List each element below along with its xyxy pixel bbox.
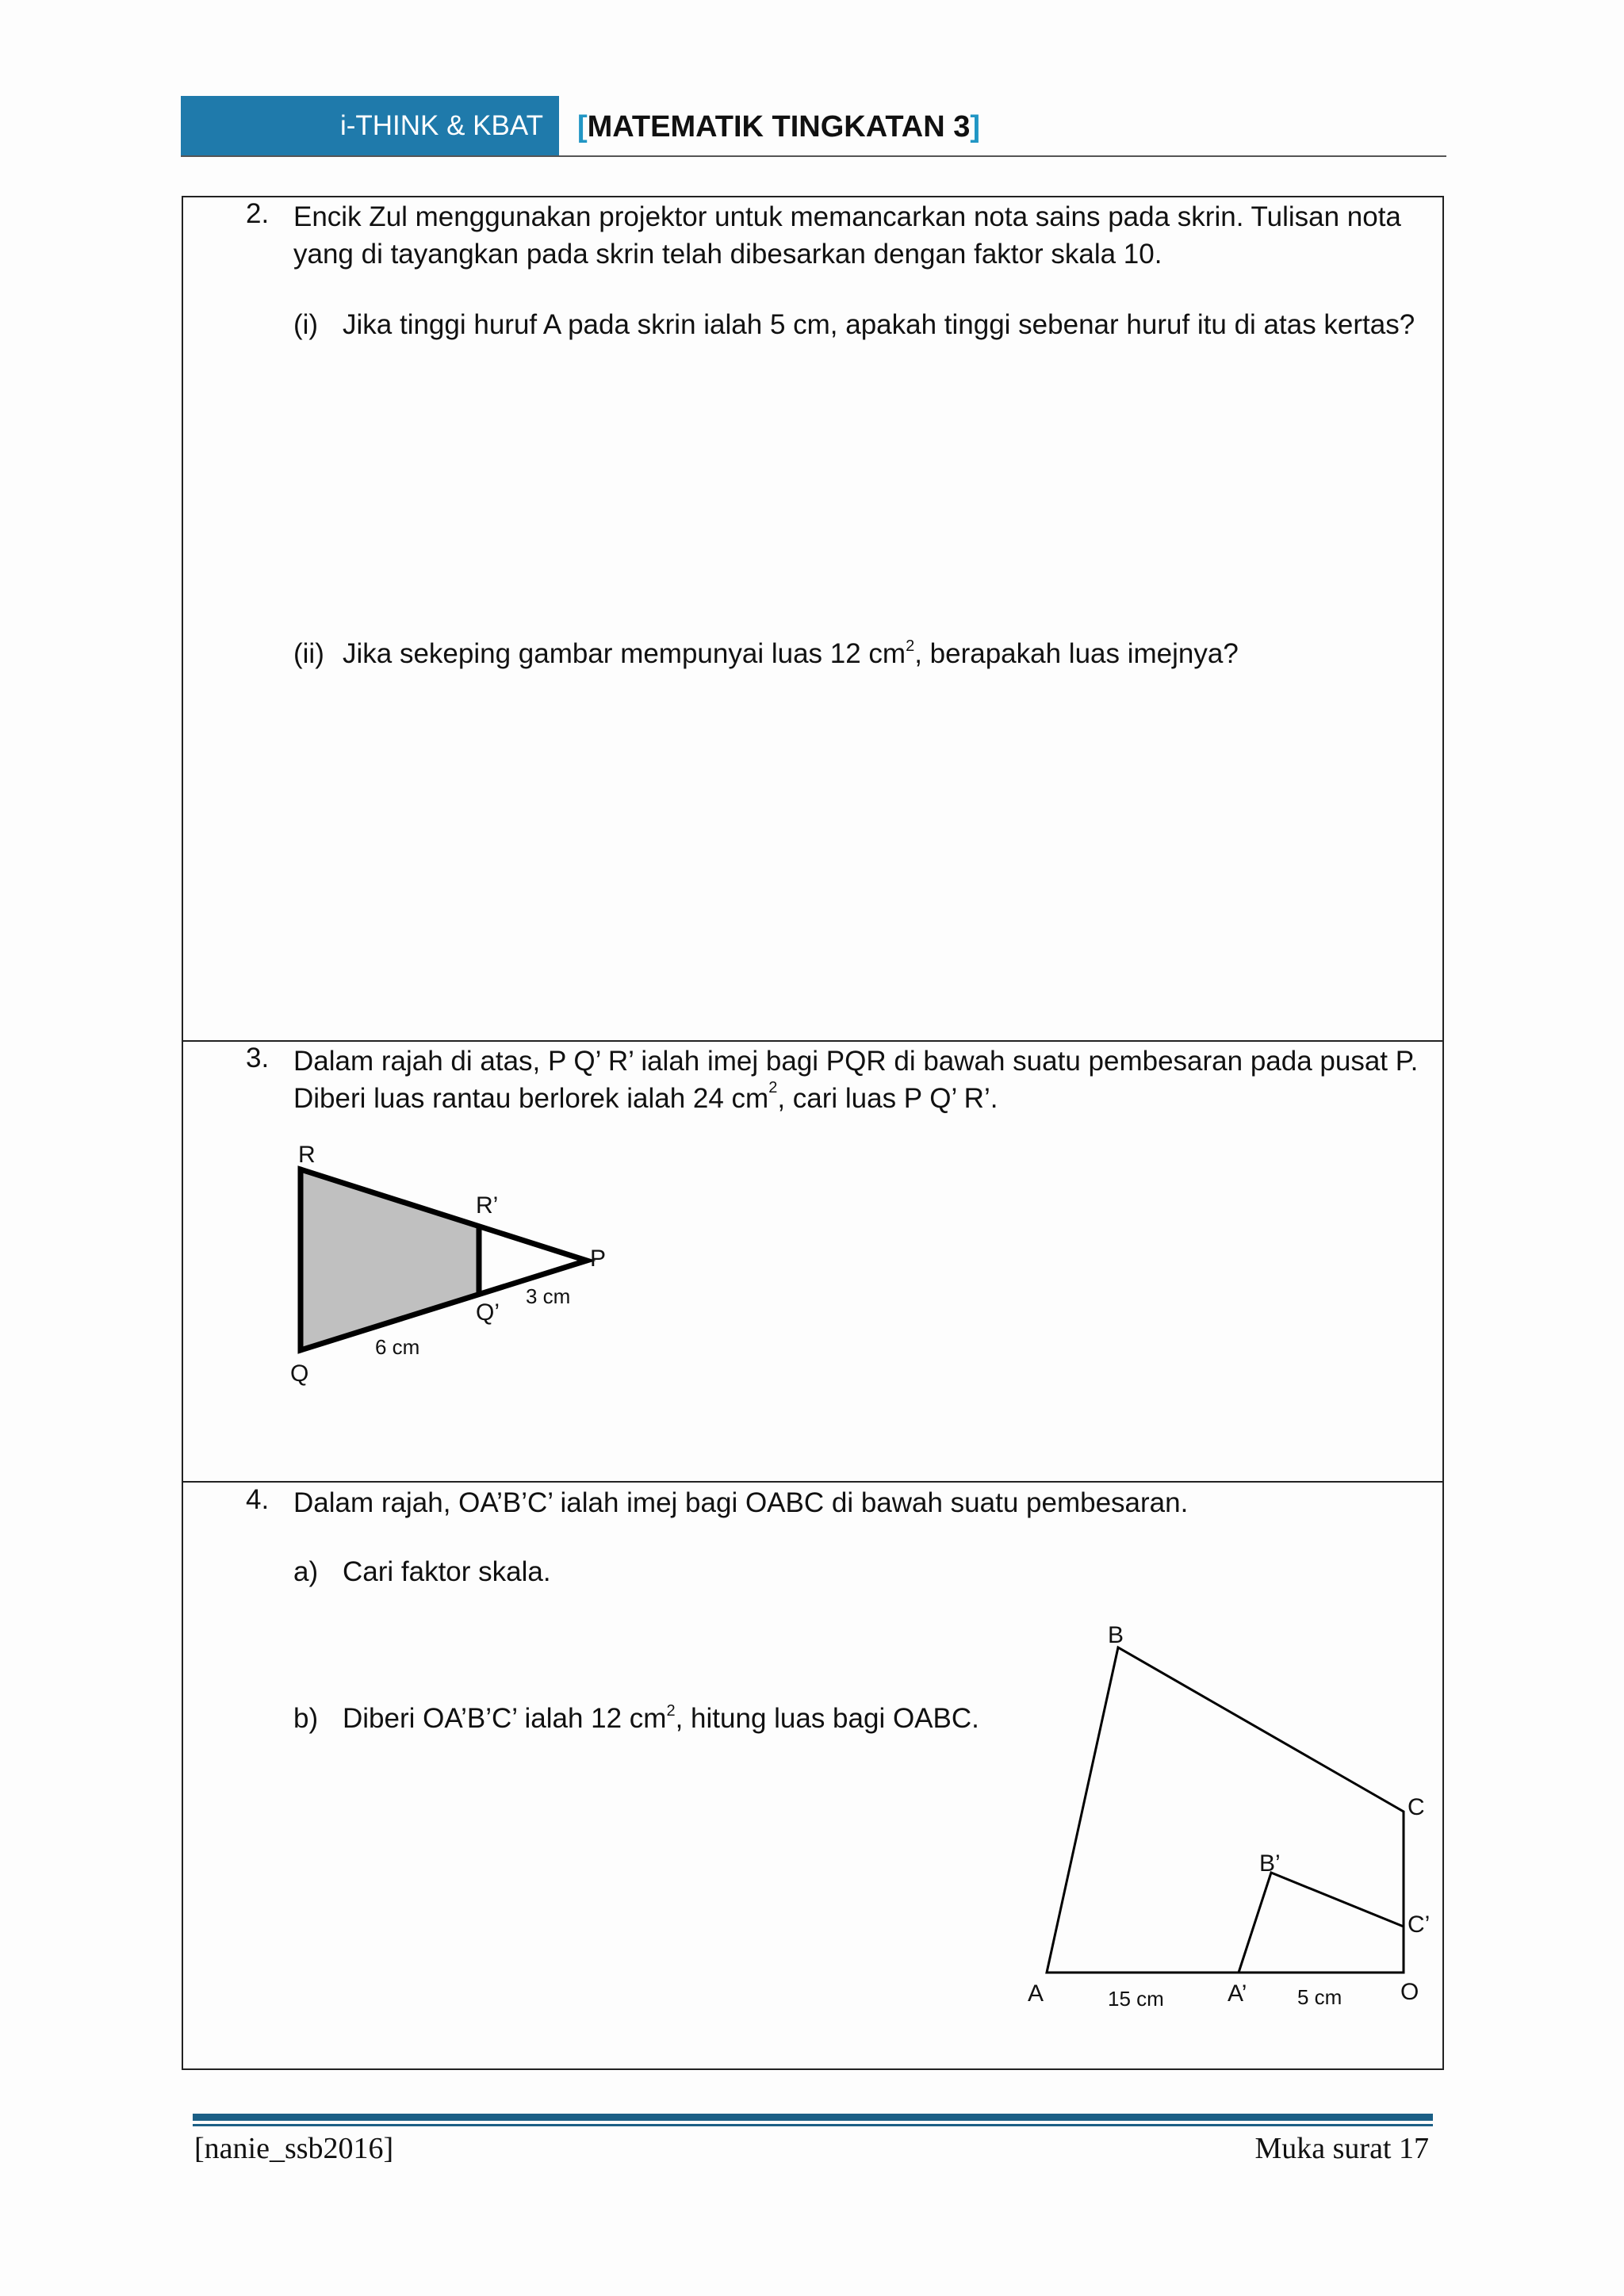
header-tab-label: i-THINK & KBAT xyxy=(339,109,543,141)
q3-length-small: 3 cm xyxy=(526,1284,571,1308)
q4-quad-oabc xyxy=(1047,1647,1404,1973)
footer-author: [nanie_ssb2016] xyxy=(194,2132,394,2165)
q2-part-ii-text-b: , berapakah luas imejnya? xyxy=(914,638,1239,669)
q2-line2: yang di tayangkan pada skrin telah dibesarkan dengan faktor skala 10. xyxy=(293,239,1162,270)
q4-length-a-prime-o: 5 cm xyxy=(1297,1985,1342,2009)
q3-label-q: Q xyxy=(290,1360,309,1387)
q2-number: 2. xyxy=(246,198,270,229)
q4-line1: Dalam rajah, OA’B’C’ ialah imej bagi OABC di bawah suatu pembesaran. xyxy=(293,1487,1189,1518)
title-bracket-open: [ xyxy=(577,110,588,144)
q4-label-b-prime: B’ xyxy=(1259,1850,1281,1877)
q4-part-b-text-a: Diberi OA’B’C’ ialah 12 cm xyxy=(343,1703,667,1734)
title-bracket-close: ] xyxy=(970,110,980,144)
q3-label-r-prime: R’ xyxy=(476,1192,499,1219)
q2-part-i-label: (i) xyxy=(293,309,319,340)
q3-label-p: P xyxy=(590,1246,607,1272)
q4-label-o: O xyxy=(1400,1979,1419,2005)
q2-line1: Encik Zul menggunakan projektor untuk memancarkan nota sains pada skrin. Tulisan nota xyxy=(293,201,1401,232)
q3-label-r: R xyxy=(298,1142,316,1168)
footer-page-number: Muka surat 17 xyxy=(1254,2132,1429,2165)
q3-number: 3. xyxy=(246,1043,270,1073)
q3-line1: Dalam rajah di atas, P Q’ R’ ialah imej bagi PQR di bawah suatu pembesaran pada pusat P. xyxy=(293,1046,1419,1077)
q4-length-a-a-prime: 15 cm xyxy=(1108,1987,1164,2011)
footer-rule-thin xyxy=(193,2124,1433,2126)
q4-number: 4. xyxy=(246,1484,270,1515)
q4-label-c: C xyxy=(1408,1794,1425,1820)
q4-label-a: A xyxy=(1028,1980,1044,2007)
q4-part-b-text-b: , hitung luas bagi OABC. xyxy=(675,1703,979,1734)
q3-line2-sup: 2 xyxy=(768,1079,778,1096)
footer-rule-thick xyxy=(193,2114,1433,2121)
q3-label-q-prime: Q’ xyxy=(476,1299,500,1326)
q4-part-b-label: b) xyxy=(293,1703,319,1734)
q2-part-ii-label: (ii) xyxy=(293,638,324,669)
q2-part-ii-sup: 2 xyxy=(906,637,915,655)
q4-label-a-prime: A’ xyxy=(1228,1980,1247,2007)
title-text: MATEMATIK TINGKATAN 3 xyxy=(587,110,971,144)
q4-label-c-prime: C’ xyxy=(1408,1911,1431,1938)
q4-part-b-sup: 2 xyxy=(666,1702,676,1720)
q4-label-b: B xyxy=(1108,1622,1124,1648)
q3-line2-b: , cari luas P Q’ R’. xyxy=(777,1083,998,1114)
q4-quad-oa-prime-b-prime-c-prime xyxy=(1239,1873,1404,1973)
q2-part-i-text: Jika tinggi huruf A pada skrin ialah 5 cm, apakah tinggi sebenar huruf itu di atas kertas? xyxy=(343,309,1415,340)
q3-line2-a: Diberi luas rantau berlorek ialah 24 cm xyxy=(293,1083,769,1114)
q2-part-ii-text-a: Jika sekeping gambar mempunyai luas 12 cm xyxy=(343,638,906,669)
q3-length-large: 6 cm xyxy=(375,1335,420,1359)
q4-part-a-label: a) xyxy=(293,1556,319,1587)
q4-part-a-text: Cari faktor skala. xyxy=(343,1556,551,1587)
